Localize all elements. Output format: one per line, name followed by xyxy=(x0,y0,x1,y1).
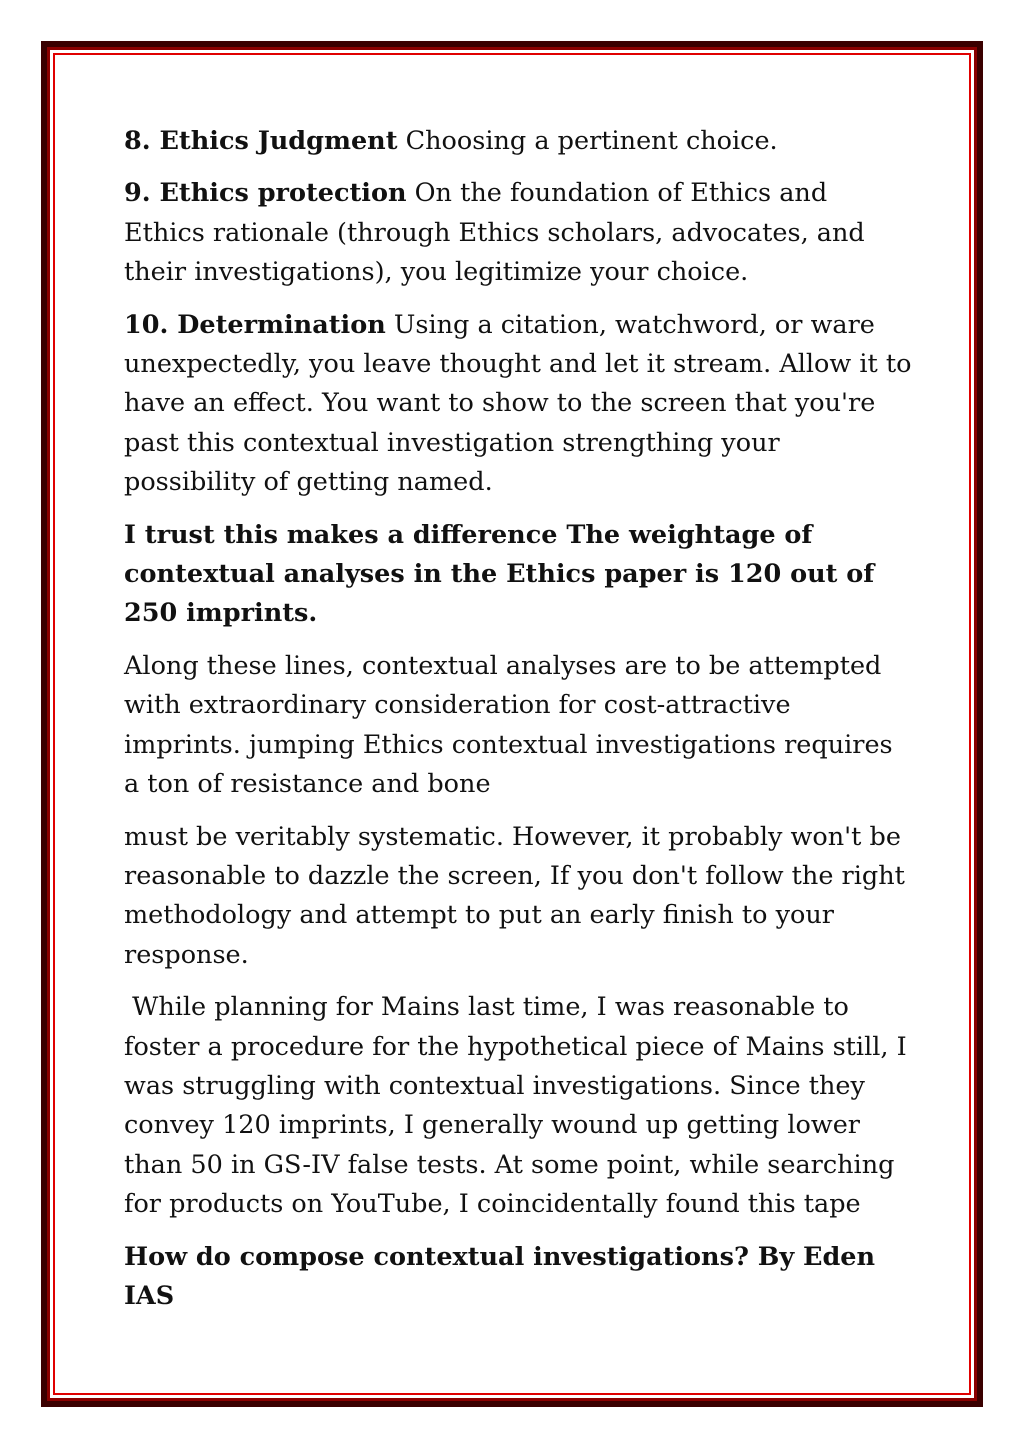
item-9 xyxy=(124,174,914,292)
item-10-text: Using a citation, watchword, or ware unexpectedly, you leave thought and let it stream. Allow it to have an effect. You want to show to the screen that you're past this contextual investigation strengthing your possibility of getting named. xyxy=(124,309,912,498)
item-8 xyxy=(124,122,914,161)
item-8-label: 8. Ethics Judgment xyxy=(124,126,398,156)
item-10 xyxy=(124,306,914,503)
document-body xyxy=(124,122,914,1329)
paragraph-2: must be veritably systematic. However, it probably won't be reasonable to dazzle the screen, If you don't follow the right methodology and attempt to put an early finish to your response. xyxy=(124,821,905,970)
item-8-text: Choosing a pertinent choice. xyxy=(405,126,778,156)
paragraph-1: Along these lines, contextual analyses are to be attempted with extraordinary consideration for cost-attractive imprints. jumping Ethics contextual investigations requires a ton of resistance and bone xyxy=(124,650,893,800)
item-9-text: On the foundation of Ethics and Ethics rationale (through Ethics scholars, advocates, and their investigations), you legitimize your choice. xyxy=(124,178,865,288)
item-9-label: 9. Ethics protection xyxy=(124,178,407,209)
closing-heading: How do compose contextual investigations? By Eden IAS xyxy=(124,1241,876,1311)
weightage-note: I trust this makes a difference The weightage of contextual analyses in the Ethics paper is 120 out of 250 imprints. xyxy=(124,519,875,629)
item-10-label: 10. Determination xyxy=(124,309,386,340)
paragraph-3: While planning for Mains last time, I was reasonable to foster a procedure for the hypothetical piece of Mains still, I was struggling with contextual investigations. Since they convey 120 imprints, I generally wound up getting lower than 50 in GS-IV false tests. At some point, while searching for products on YouTube, I coincidentally found this tape xyxy=(124,992,915,1220)
